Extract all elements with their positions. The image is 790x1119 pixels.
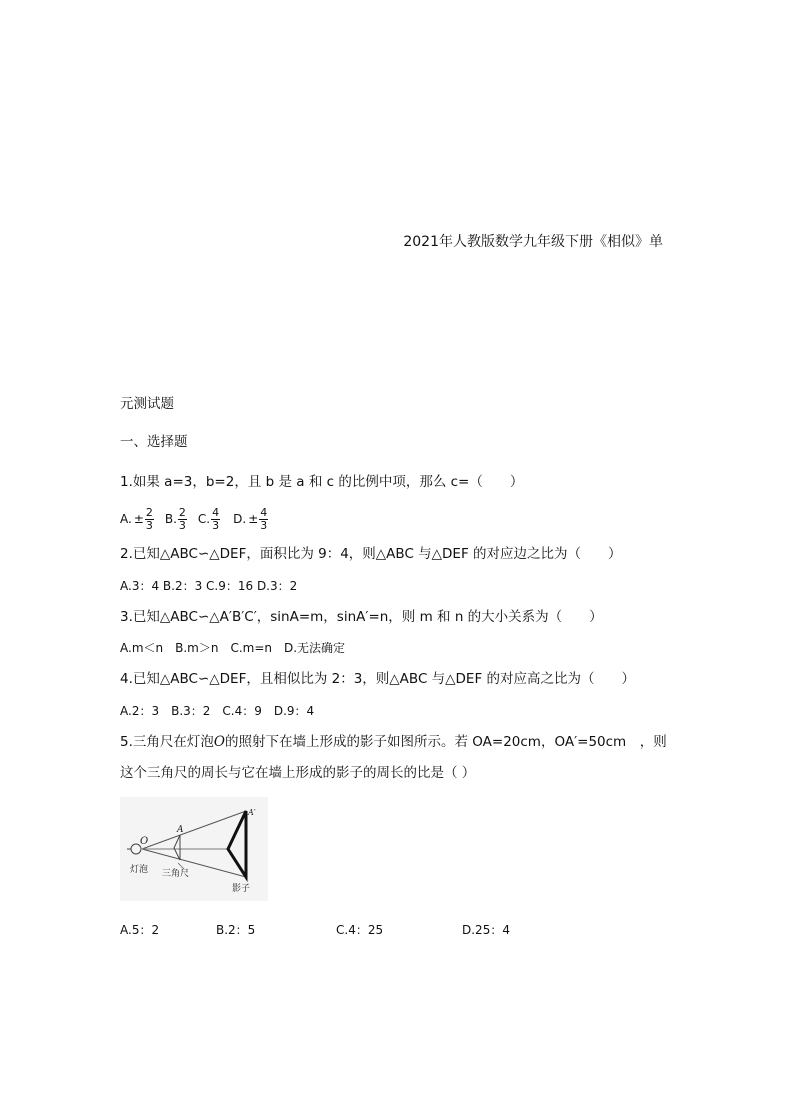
option-a-label: A.: [120, 512, 132, 526]
label-shadow: 影子: [232, 884, 251, 894]
option-c-label: C.: [197, 512, 211, 526]
triangle-ruler-shape: [174, 835, 180, 860]
option-d-sign: ±: [248, 512, 259, 526]
section-heading: 一、选择题: [120, 434, 188, 450]
option-c-fraction: [211, 507, 220, 532]
option-a-sign: ±: [133, 512, 144, 526]
option-d-label: D.: [233, 512, 247, 526]
question-5-option-d: D.25：4: [462, 923, 510, 937]
option-c-numerator: 4: [212, 505, 220, 519]
option-b-label: B.: [164, 512, 177, 526]
label-triangle-ruler: 三角尺: [162, 869, 190, 879]
shadow-figure-drawing: [120, 797, 268, 901]
question-1-stem: 1.如果 a=3，b=2，且 b 是 a 和 c 的比例中项，那么 c=（ ）: [120, 474, 524, 490]
question-5-stem: [120, 733, 667, 751]
question-5-stem-part1: 5.三角尺在灯泡: [120, 734, 214, 750]
question-2-stem: 2.已知△ABC∽△DEF，面积比为 9：4，则△ABC 与△DEF 的对应边之比为（ ）: [120, 546, 622, 562]
option-a-numerator: 2: [145, 505, 153, 519]
shadow-figure: [120, 797, 268, 901]
label-a-prime: A′: [248, 808, 256, 817]
option-d-fraction: [259, 507, 268, 532]
option-a-denominator: 3: [145, 518, 153, 532]
question-1-options: [120, 502, 269, 536]
document-title-continued: 元测试题: [120, 396, 174, 412]
label-bulb: 灯泡: [130, 865, 149, 875]
option-a-fraction: [145, 507, 154, 532]
question-5-stem-part2: 的照射下在墙上形成的影子如图所示。若 OA=20cm，OA′=50cm ，则: [224, 734, 667, 750]
shadow-triangle-shape: [228, 811, 246, 877]
option-d-numerator: 4: [260, 505, 268, 519]
label-a: A: [177, 825, 184, 835]
label-o: O: [140, 836, 149, 847]
option-d-denominator: 3: [260, 518, 268, 532]
question-5-option-a: A.5：2: [120, 923, 160, 937]
option-c-denominator: 3: [212, 518, 220, 532]
question-5-option-c: C.4：25: [336, 923, 384, 937]
question-5-option-b: B.2：5: [216, 923, 256, 937]
question-4-stem: 4.已知△ABC∽△DEF，且相似比为 2：3，则△ABC 与△DEF 的对应高之比为（ ）: [120, 671, 636, 687]
option-b-numerator: 2: [178, 505, 186, 519]
question-3-options: A.m＜n B.m＞n C.m=n D.无法确定: [120, 641, 346, 655]
option-b-denominator: 3: [178, 518, 186, 532]
document-title: 2021年人教版数学九年级下册《相似》单: [403, 234, 663, 250]
question-2-options: A.3：4 B.2：3 C.9：16 D.3：2: [120, 579, 298, 593]
question-3-stem: 3.已知△ABC∽△A′B′C′，sinA=m，sinA′=n，则 m 和 n 的大小关系为（ ）: [120, 609, 603, 625]
question-5-stem-line2: 这个三角尺的周长与它在墙上形成的影子的周长的比是（ ）: [120, 765, 476, 781]
question-4-options: A.2：3 B.3：2 C.4：9 D.9：4: [120, 704, 315, 718]
question-5-variable-o: O: [213, 734, 225, 750]
option-b-fraction: [178, 507, 187, 532]
